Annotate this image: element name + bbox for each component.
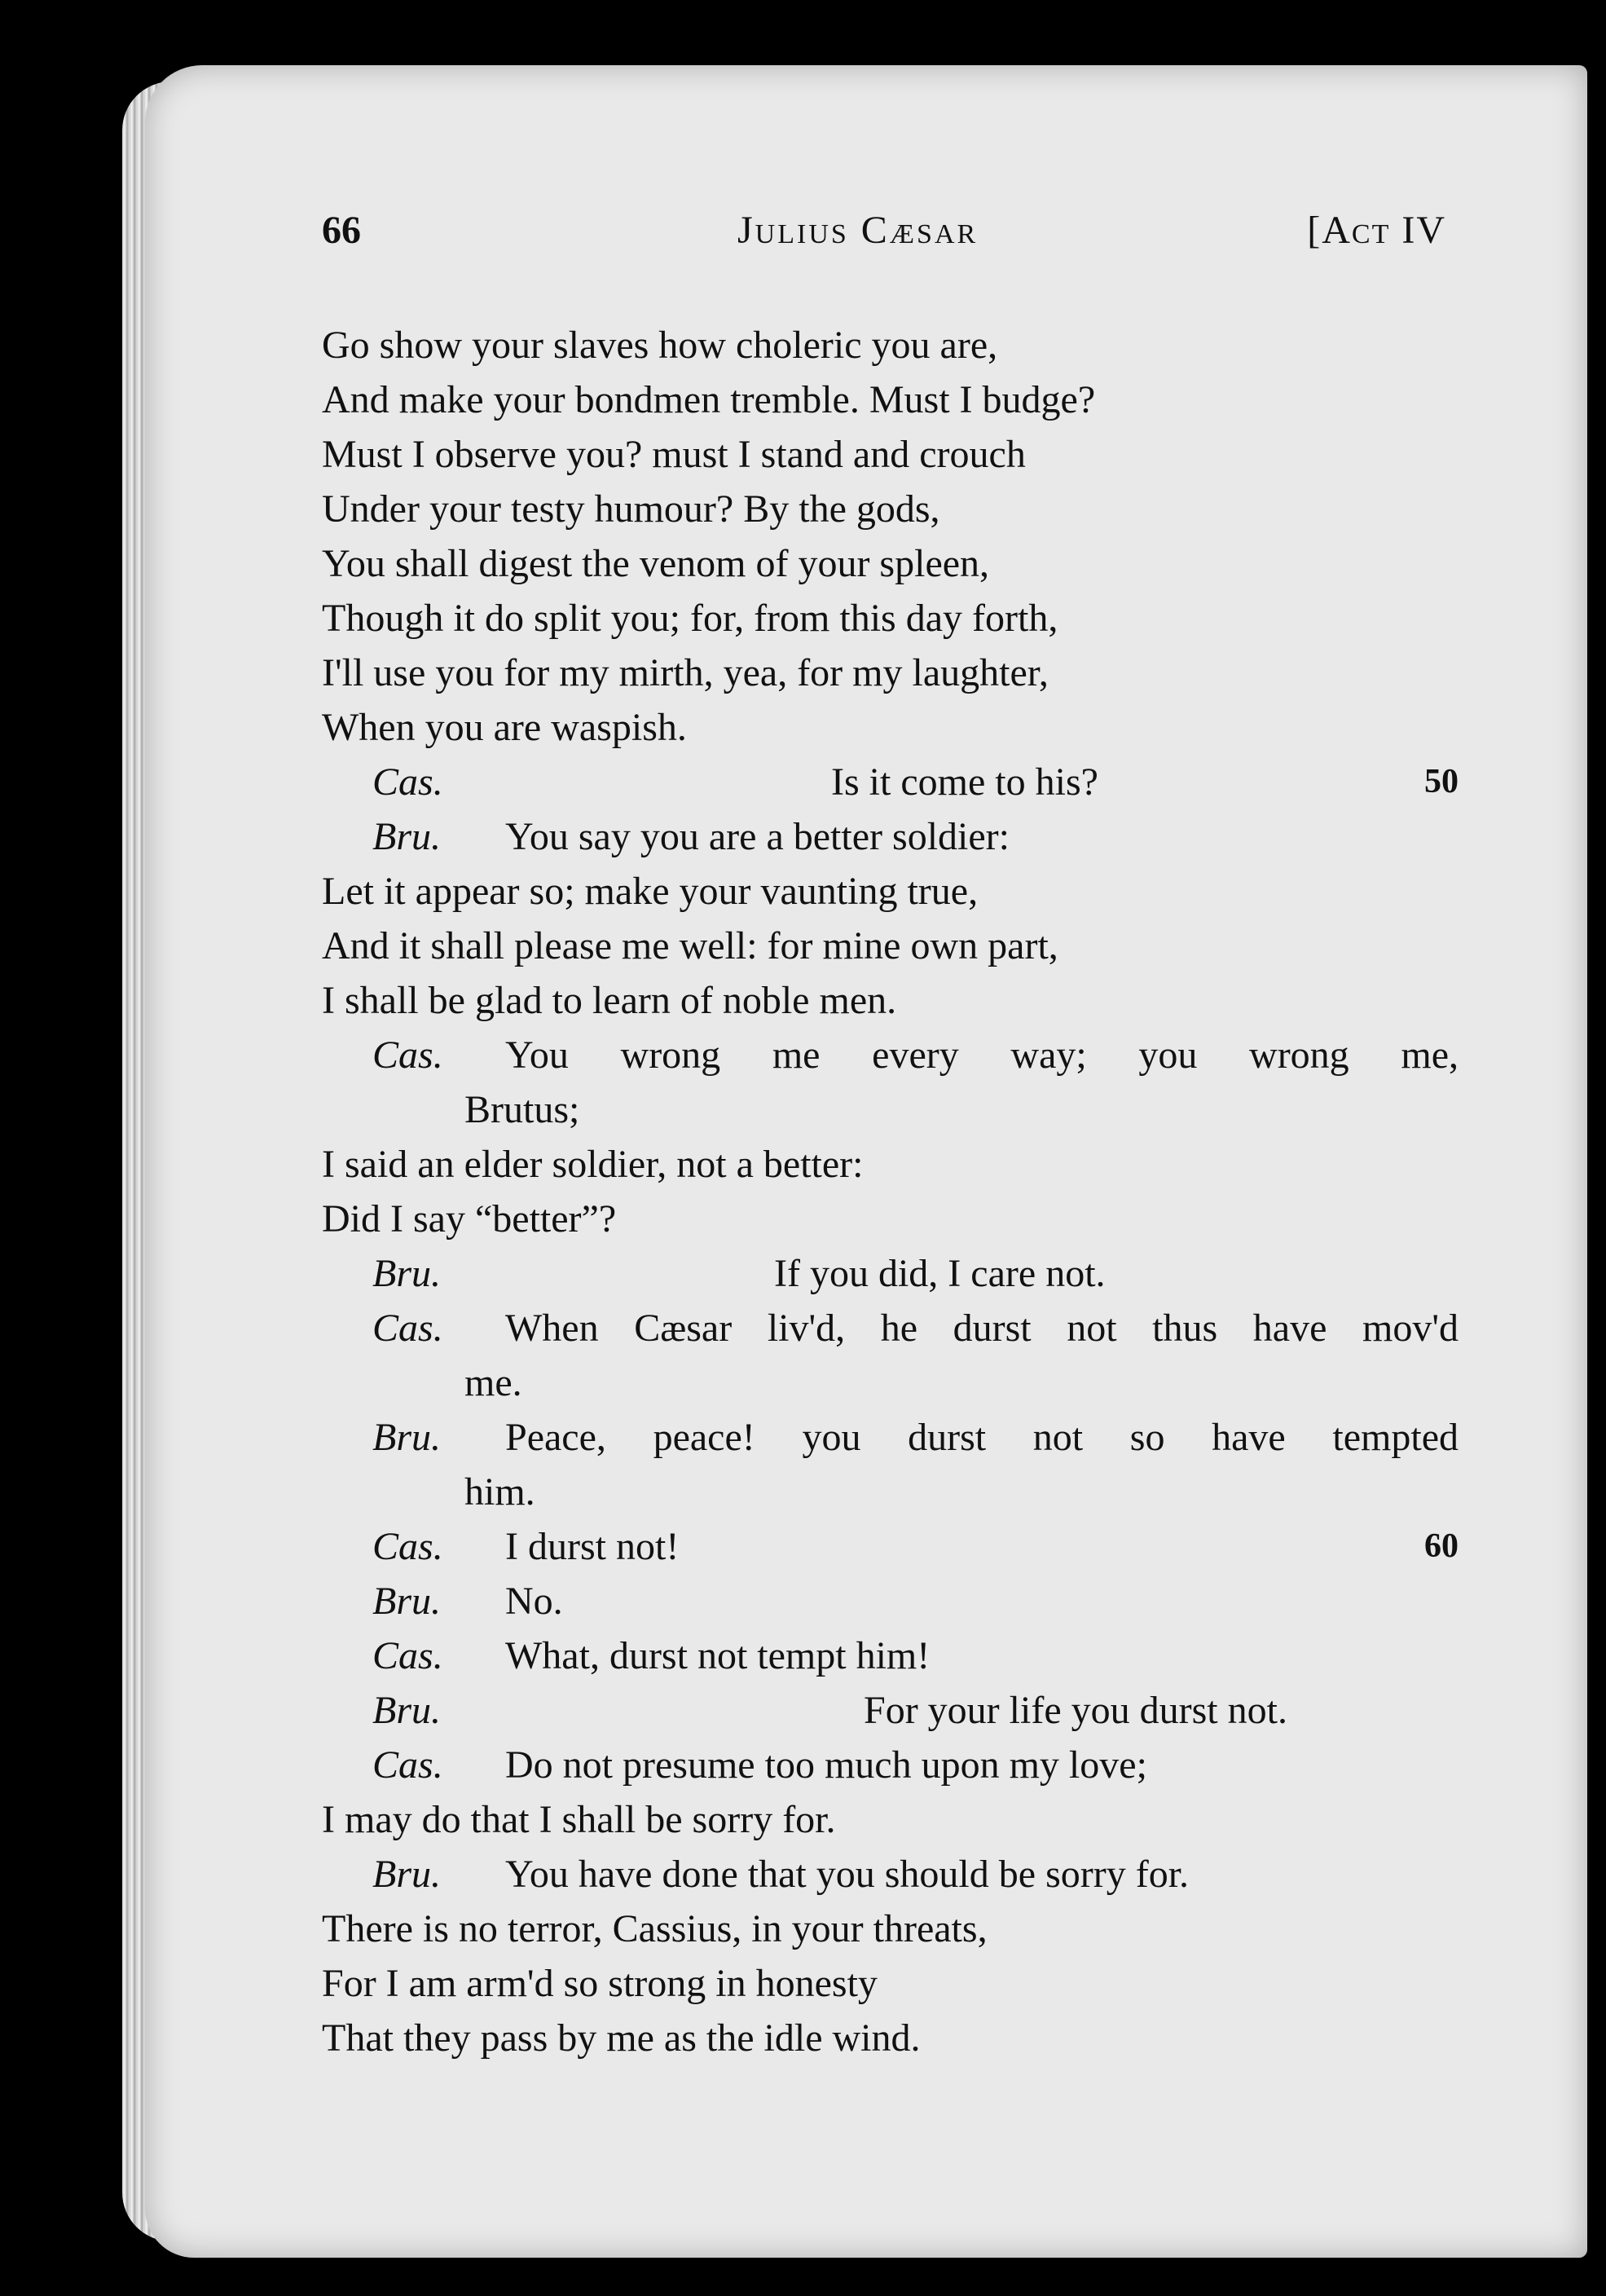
- verse-line: [322, 1574, 1459, 1628]
- verse-line: [322, 318, 1459, 372]
- verse-line: [322, 536, 1459, 591]
- line-text: Go show your slaves how choleric you are,: [322, 324, 998, 367]
- line-text: Peace, peace! you durst not so have tempted: [505, 1416, 1459, 1459]
- line-text: When you are waspish.: [322, 706, 687, 749]
- line-number: 60: [1424, 1527, 1459, 1565]
- verse-line: [322, 1792, 1459, 1847]
- speaker-name: Bru.: [372, 1689, 441, 1732]
- line-number: 50: [1424, 763, 1459, 800]
- line-text: Is it come to his?: [831, 760, 1098, 804]
- speaker-name: Cas.: [372, 760, 443, 804]
- line-text: I durst not!: [505, 1525, 680, 1568]
- line-text: There is no terror, Cassius, in your threats,: [322, 1907, 988, 1950]
- line-text: I may do that I shall be sorry for.: [322, 1798, 836, 1841]
- speaker-name: Cas.: [372, 1307, 443, 1350]
- speaker-name: Bru.: [372, 1252, 441, 1295]
- verse-line: [322, 973, 1459, 1028]
- speaker-name: Cas.: [372, 1525, 443, 1568]
- line-text: That they pass by me as the idle wind.: [322, 2016, 921, 2060]
- verse-line: [322, 646, 1459, 700]
- verse-line: [322, 1519, 1459, 1574]
- verse-line: [322, 1902, 1459, 1956]
- line-text: Under your testy humour? By the gods,: [322, 487, 940, 531]
- line-text: Brutus;: [464, 1088, 580, 1131]
- verse-line: [322, 864, 1459, 919]
- line-text: For I am arm'd so strong in honesty: [322, 1962, 878, 2005]
- act-marker: [Act IV: [1307, 209, 1446, 252]
- verse-line: [322, 700, 1459, 755]
- verse-line: [322, 1137, 1459, 1192]
- verse-line: [322, 1301, 1459, 1355]
- verse-line: [322, 1028, 1459, 1082]
- verse-line: [322, 809, 1459, 864]
- line-text: Must I observe you? must I stand and crouch: [322, 433, 1026, 476]
- line-text: You wrong me every way; you wrong me,: [505, 1033, 1459, 1077]
- line-text: If you did, I care not.: [774, 1252, 1106, 1295]
- page-number: 66: [322, 209, 361, 252]
- line-text: I shall be glad to learn of noble men.: [322, 979, 897, 1022]
- line-text: Did I say “better”?: [322, 1197, 617, 1241]
- verse-line: [322, 1246, 1459, 1301]
- verse-line: [322, 427, 1459, 482]
- verse-line: [322, 919, 1459, 973]
- line-text: You shall digest the venom of your spleen,: [322, 542, 990, 585]
- verse-line: [322, 1683, 1459, 1738]
- verse-line: [322, 1738, 1459, 1792]
- line-text: When Cæsar liv'd, he durst not thus have mov'd: [505, 1307, 1459, 1350]
- verse-line: [322, 1082, 1459, 1137]
- line-text: I said an elder soldier, not a better:: [322, 1143, 864, 1186]
- line-text: You say you are a better soldier:: [505, 815, 1010, 858]
- line-text: Though it do split you; for, from this day forth,: [322, 597, 1058, 640]
- line-text: me.: [464, 1361, 522, 1404]
- speaker-name: Bru.: [372, 815, 441, 858]
- verse-line: [322, 1465, 1459, 1519]
- play-text: [322, 318, 1459, 2065]
- line-text: No.: [505, 1580, 563, 1623]
- verse-line: [322, 1956, 1459, 2011]
- speaker-name: Bru.: [372, 1416, 441, 1459]
- line-text: And it shall please me well: for mine own part,: [322, 924, 1058, 967]
- line-text: I'll use you for my mirth, yea, for my laughter,: [322, 651, 1049, 694]
- line-text: For your life you durst not.: [864, 1689, 1287, 1732]
- verse-line: [322, 2011, 1459, 2065]
- verse-line: [322, 1628, 1459, 1683]
- verse-line: [322, 482, 1459, 536]
- verse-line: [322, 1410, 1459, 1465]
- verse-line: [322, 1192, 1459, 1246]
- line-text: Let it appear so; make your vaunting true,: [322, 870, 979, 913]
- verse-line: [322, 1847, 1459, 1902]
- line-text: You have done that you should be sorry for.: [505, 1853, 1190, 1896]
- page-header: [322, 208, 1446, 273]
- verse-line: [322, 372, 1459, 427]
- running-title: Julius Cæsar: [737, 209, 979, 252]
- speaker-name: Cas.: [372, 1033, 443, 1077]
- line-text: And make your bondmen tremble. Must I budge?: [322, 378, 1096, 421]
- speaker-name: Cas.: [372, 1634, 443, 1677]
- line-text: Do not presume too much upon my love;: [505, 1743, 1147, 1787]
- speaker-name: Bru.: [372, 1853, 441, 1896]
- speaker-name: Cas.: [372, 1743, 443, 1787]
- speaker-name: Bru.: [372, 1580, 441, 1623]
- line-text: him.: [464, 1470, 535, 1514]
- verse-line: [322, 591, 1459, 646]
- line-text: What, durst not tempt him!: [505, 1634, 931, 1677]
- verse-line: [322, 755, 1459, 809]
- verse-line: [322, 1355, 1459, 1410]
